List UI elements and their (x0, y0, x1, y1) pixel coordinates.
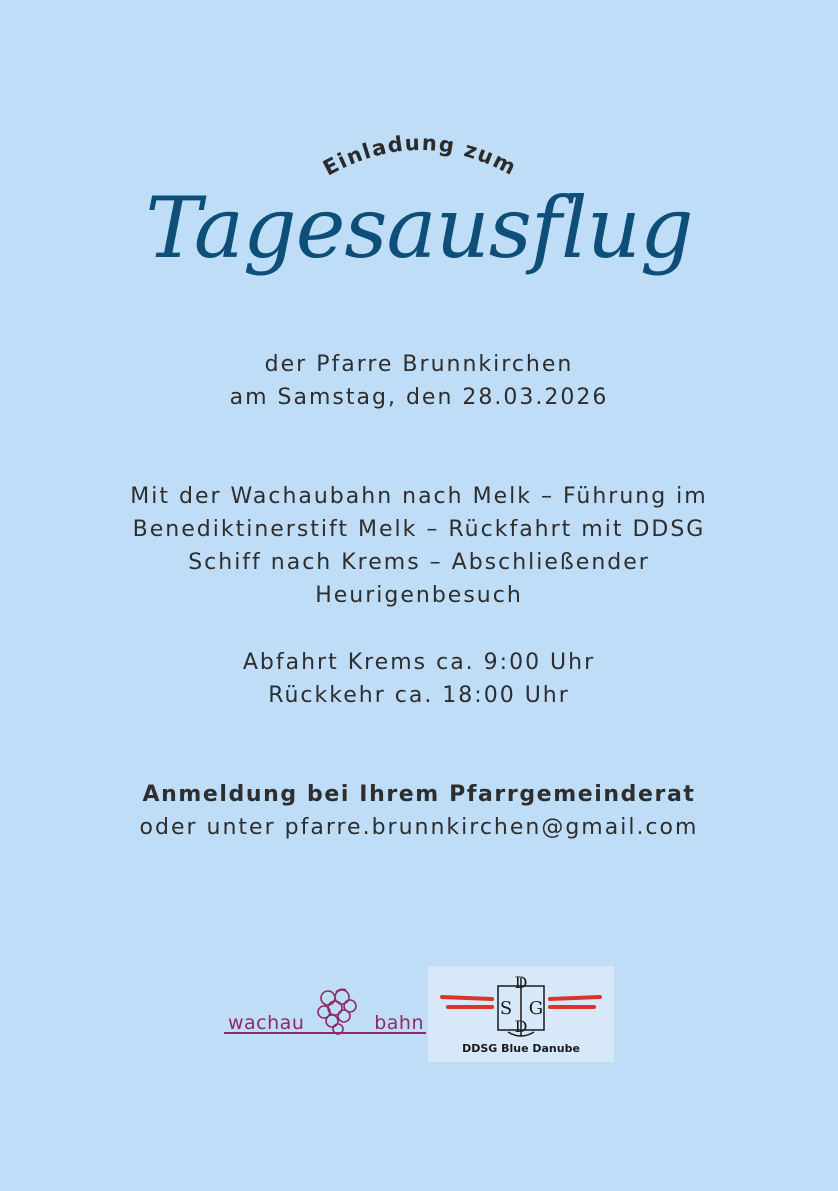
program-line-3: Schiff nach Krems – Abschließender (188, 550, 650, 575)
registration-heading: Anmeldung bei Ihrem Pfarrgemeinderat (142, 782, 696, 807)
intro-line-date: am Samstag, den 28.03.2026 (229, 385, 609, 410)
intro-block (0, 348, 838, 414)
grape-icon (316, 988, 360, 1036)
ddsg-letter-bottom: D (514, 1017, 528, 1036)
program-line-4: Heurigenbesuch (315, 583, 523, 608)
svg-text:Einladung zum (319, 131, 521, 181)
registration-block (0, 778, 838, 844)
ddsg-letter-right: G (528, 998, 544, 1019)
return-time: Rückkehr ca. 18:00 Uhr (268, 683, 570, 708)
ddsg-letter-left: S (499, 998, 513, 1019)
registration-email[interactable]: oder unter pfarre.brunnkirchen@gmail.com (139, 815, 699, 840)
program-block (0, 480, 838, 612)
wachaubahn-word-left: wachau (228, 1012, 305, 1034)
ddsg-letter-top: D (514, 973, 528, 992)
sponsor-logos (0, 960, 838, 1070)
page-title: Tagesausflug (145, 179, 693, 277)
program-line-2: Benediktinerstift Melk – Rückfahrt mit DDSG (132, 517, 706, 542)
ddsg-caption: DDSG Blue Danube (462, 1042, 580, 1055)
times-block (0, 646, 838, 712)
program-line-1: Mit der Wachaubahn nach Melk – Führung im (130, 484, 708, 509)
subtitle-text: Einladung zum (319, 130, 521, 181)
intro-line-parish: der Pfarre Brunnkirchen (264, 352, 574, 377)
wachaubahn-word-right: bahn (374, 1012, 424, 1034)
departure-time: Abfahrt Krems ca. 9:00 Uhr (242, 650, 596, 675)
wachaubahn-logo (224, 984, 426, 1040)
subtitle-arc (0, 0, 838, 200)
ddsg-logo (428, 966, 614, 1062)
